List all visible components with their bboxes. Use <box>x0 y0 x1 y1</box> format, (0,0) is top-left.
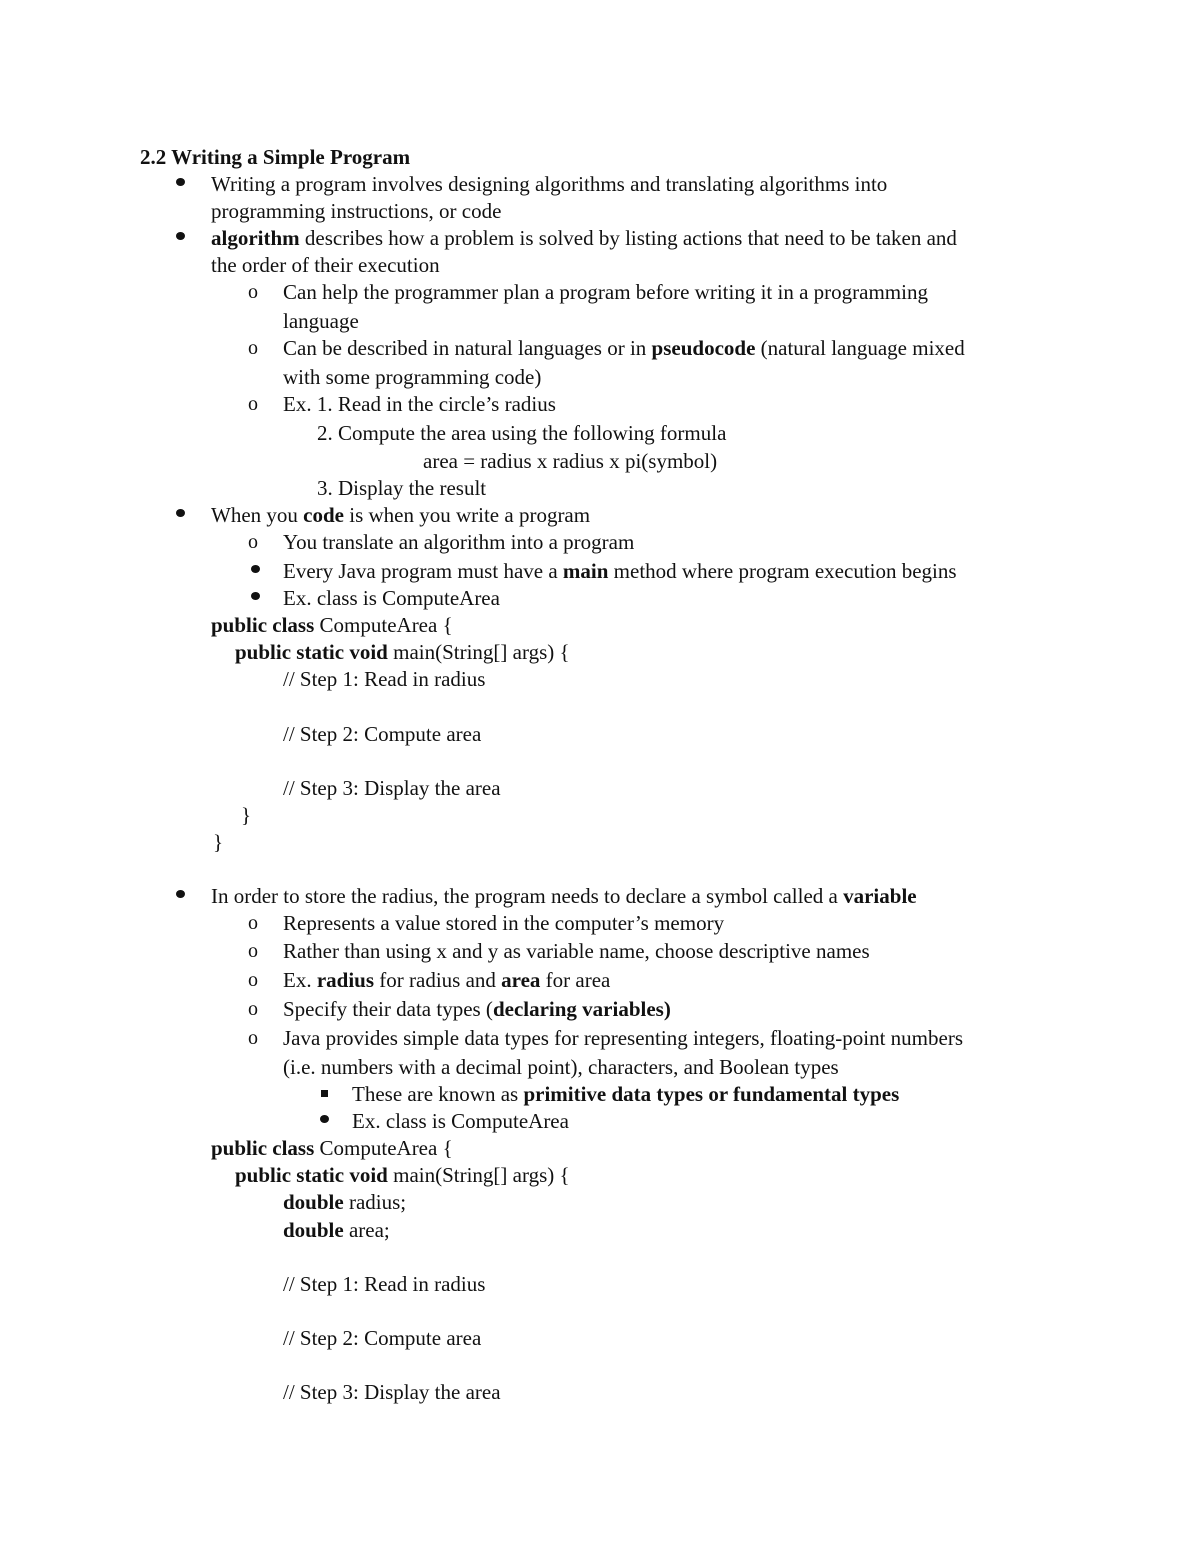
bullet3-sub3: Ex. class is ComputeArea <box>283 586 500 610</box>
code2-decl-area <box>283 1217 390 1243</box>
sub2-pre: Every Java program must have a <box>283 559 563 583</box>
bullet-dot-icon <box>251 565 260 573</box>
bullet2-rest: describes how a problem is solved by listing actions that need to be taken and <box>299 226 957 250</box>
code2-comment2: // Step 2: Compute area <box>283 1326 482 1350</box>
bullet3-pre: When you <box>211 503 304 527</box>
algorithm-step2: 2. Compute the area using the following formula <box>317 421 727 445</box>
bullet-dot-icon <box>176 509 185 517</box>
term-declaring-variables: declaring variables) <box>492 997 671 1021</box>
sub4-pre: Specify their data types ( <box>283 997 493 1021</box>
bullet4-line1 <box>211 883 917 909</box>
bullet4-sub5a <box>352 1081 899 1107</box>
circle-bullet-icon: o <box>248 940 258 962</box>
bullet4-sub5-line1: Java provides simple data types for representing integers, floating-point numbers <box>283 1026 963 1050</box>
bullet3-sub2 <box>283 558 957 584</box>
algorithm-formula: area = radius x radius x pi(symbol) <box>423 449 718 473</box>
code-text: area; <box>343 1218 390 1242</box>
code-text: ComputeArea { <box>314 613 453 637</box>
bullet2-line2: the order of their execution <box>211 253 440 277</box>
bullet2-sub2-line2: with some programming code) <box>283 365 542 389</box>
circle-bullet-icon: o <box>248 1027 258 1049</box>
bullet2-sub1-line2: language <box>283 309 359 333</box>
circle-bullet-icon: o <box>248 531 258 553</box>
code1-close-outer: } <box>213 830 224 854</box>
code1-close-inner: } <box>241 803 252 827</box>
bullet4-sub5-line2: (i.e. numbers with a decimal point), characters, and Boolean types <box>283 1055 839 1079</box>
bullet-dot-icon <box>176 890 185 898</box>
keyword: public static void <box>235 640 388 664</box>
bullet1-line2: programming instructions, or code <box>211 199 502 223</box>
bullet3-line1 <box>211 502 590 528</box>
code-text: main(String[] args) { <box>387 640 570 664</box>
code1-class-line <box>211 612 453 638</box>
bullet4-sub1: Represents a value stored in the computer’s memory <box>283 911 725 935</box>
keyword: double <box>283 1190 344 1214</box>
term-algorithm: algorithm <box>211 226 300 250</box>
code2-decl-radius <box>283 1189 406 1215</box>
bullet2-sub1-line1: Can help the programmer plan a program before writing it in a programming <box>283 280 928 304</box>
code-text: main(String[] args) { <box>387 1163 570 1187</box>
keyword: public static void <box>235 1163 388 1187</box>
term-area: area <box>501 968 541 992</box>
bullet4-sub2: Rather than using x and y as variable name, choose descriptive names <box>283 939 870 963</box>
sub3-post: for area <box>540 968 611 992</box>
bullet4-sub3 <box>283 967 610 993</box>
sub5a-pre: These are known as <box>352 1082 524 1106</box>
code-text: radius; <box>343 1190 407 1214</box>
circle-bullet-icon: o <box>248 912 258 934</box>
term-primitive-types: primitive data types or fundamental types <box>523 1082 900 1106</box>
algorithm-step3: 3. Display the result <box>317 476 487 500</box>
bullet2-line1 <box>211 225 957 251</box>
bullet4-sub5b: Ex. class is ComputeArea <box>352 1109 569 1133</box>
code1-comment1: // Step 1: Read in radius <box>283 667 486 691</box>
sub3-pre: Ex. <box>283 968 317 992</box>
bullet1-line1: Writing a program involves designing algorithms and translating algorithms into <box>211 172 888 196</box>
bullet2-sub2-line1 <box>283 335 965 361</box>
code2-comment3: // Step 3: Display the area <box>283 1380 501 1404</box>
term-pseudocode: pseudocode <box>651 336 756 360</box>
code2-main-line <box>235 1162 570 1188</box>
term-variable: variable <box>843 884 917 908</box>
keyword: public class <box>211 1136 315 1160</box>
bullet4-sub4 <box>283 996 671 1022</box>
code1-comment3: // Step 3: Display the area <box>283 776 501 800</box>
bullet-dot-icon <box>251 592 260 600</box>
algorithm-step1: Ex. 1. Read in the circle’s radius <box>283 392 556 416</box>
square-bullet-icon <box>321 1090 328 1097</box>
bullet-dot-icon <box>176 232 185 240</box>
code2-comment1: // Step 1: Read in radius <box>283 1272 486 1296</box>
circle-bullet-icon: o <box>248 281 258 303</box>
code-text: ComputeArea { <box>314 1136 453 1160</box>
bullet3-post: is when you write a program <box>343 503 591 527</box>
bullet-dot-icon <box>320 1115 329 1123</box>
keyword: double <box>283 1218 344 1242</box>
sub2-post: (natural language mixed <box>755 336 965 360</box>
bullet-dot-icon <box>176 178 185 186</box>
sub2-post: method where program execution begins <box>608 559 957 583</box>
term-radius: radius <box>316 968 375 992</box>
circle-bullet-icon: o <box>248 337 258 359</box>
term-code: code <box>303 503 344 527</box>
term-main: main <box>562 559 609 583</box>
code1-comment2: // Step 2: Compute area <box>283 722 482 746</box>
sub2-pre: Can be described in natural languages or in <box>283 336 652 360</box>
section-heading: 2.2 Writing a Simple Program <box>140 145 411 169</box>
bullet4-pre: In order to store the radius, the program needs to declare a symbol called a <box>211 884 844 908</box>
bullet3-sub1: You translate an algorithm into a program <box>283 530 635 554</box>
circle-bullet-icon: o <box>248 998 258 1020</box>
sub3-mid: for radius and <box>374 968 502 992</box>
circle-bullet-icon: o <box>248 393 258 415</box>
circle-bullet-icon: o <box>248 969 258 991</box>
code1-main-line <box>235 639 570 665</box>
code2-class-line <box>211 1135 453 1161</box>
keyword: public class <box>211 613 315 637</box>
